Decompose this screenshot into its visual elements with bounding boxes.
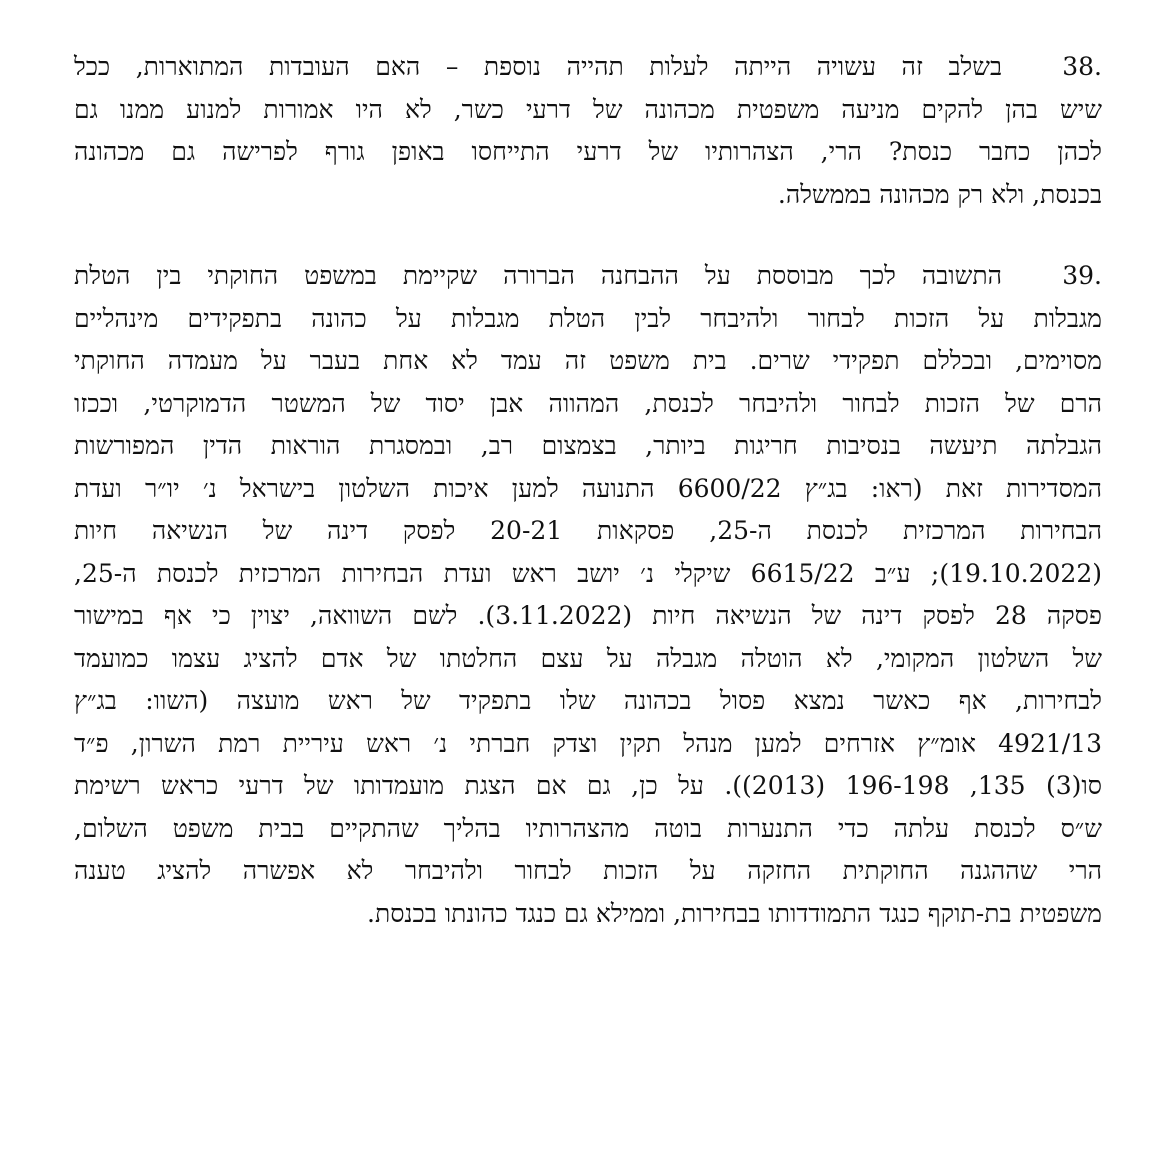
paragraph-line: הרם של הזכות לבחור ולהיבחר לכנסת, המהווה אבן יסוד של המשטר הדמוקרטי, וככזו [74, 388, 1102, 418]
document-body [74, 46, 1102, 935]
paragraph-line: הגבלתה תיעשה בנסיבות חריגות ביותר, בצמצום רב, ובמסגרת הוראות הדין המפורשות [74, 431, 1102, 460]
paragraph-line: המסדירות זאת (ראו: בג״ץ 6600/22 התנועה למען איכות השלטון בישראל נ׳ יו״ר ועדת [74, 473, 1102, 503]
paragraph-line: לכהן כחבר כנסת? הרי, הצהרותיו של דרעי התייחסו באופן גורף לפרישה גם מכהונה [74, 137, 1102, 166]
paragraph-line: (19.10.2022); ע״ב 6615/22 שיקלי נ׳ יושב ראש ועדת הבחירות המרכזית לכנסת ה-25, [74, 558, 1102, 588]
paragraph-39 [74, 255, 1102, 935]
paragraph-line: מסוימים, ובכללם תפקידי שרים. בית משפט זה עמד לא אחת בעבר על מעמדה החוקתי [74, 346, 1102, 375]
paragraph-text: התשובה לכך מבוססת על ההבחנה הברורה שקיימת במשפט החוקתי בין הטלת [74, 261, 1002, 290]
paragraph-number: .39 [1062, 261, 1102, 290]
paragraph-line: ש״ס לכנסת עלתה כדי התנערות בוטה מהצהרותיו בהליך שהתקיים בבית משפט השלום, [74, 813, 1102, 843]
paragraph-line: בכנסת, ולא רק מכהונה בממשלה. [777, 179, 1102, 209]
paragraph-line: סו(3) 135, 196-198 (2013)). על כן, גם אם הצגת מועמדותו של דרעי כראש רשימת [74, 771, 1103, 800]
paragraph-line: 4921/13 אומ״ץ אזרחים למען מנהל תקין וצדק חברתי נ׳ ראש עיריית רמת השרון, פ״ד [74, 728, 1102, 758]
paragraph-38 [74, 46, 1102, 216]
paragraph-line: משפטית בת-תוקף כנגד התמודדותו בבחירות, וממילא גם כנגד כהונתו בכנסת. [367, 898, 1102, 928]
paragraph-line: שיש בהן להקים מניעה משפטית מכהונה של דרעי כשר, לא היו אמורות למנוע ממנו גם [74, 94, 1102, 124]
paragraph-line: הבחירות המרכזית לכנסת ה-25, פסקאות 20-21 לפסק דינה של הנשיאה חיות [74, 516, 1102, 545]
paragraph-line [74, 255, 1102, 298]
paragraph-text: בשלב זה עשויה הייתה לעלות תהייה נוספת – האם העובדות המתוארות, ככל [74, 52, 1002, 81]
paragraph-line: מגבלות על הזכות לבחור ולהיבחר לבין הטלת מגבלות על כהונה בתפקידים מינהליים [74, 303, 1102, 333]
paragraph-line: לבחירות, אף כאשר נמצא פסול בכהונה שלו בתפקיד של ראש מועצה (השוו: בג״ץ [74, 686, 1102, 715]
paragraph-line: הרי שההגנה החוקתית החזקה על הזכות לבחור ולהיבחר לא אפשרה להציג טענה [74, 856, 1102, 885]
paragraph-number: .38 [1062, 52, 1102, 81]
paragraph-line [74, 46, 1102, 89]
paragraph-line: של השלטון המקומי, לא הוטלה מגבלה על עצם החלטתו של אדם להציג עצמו כמועמד [74, 643, 1102, 673]
paragraph-line: פסקה 28 לפסק דינה של הנשיאה חיות (3.11.2022). לשם השוואה, יצוין כי אף במישור [74, 601, 1102, 630]
